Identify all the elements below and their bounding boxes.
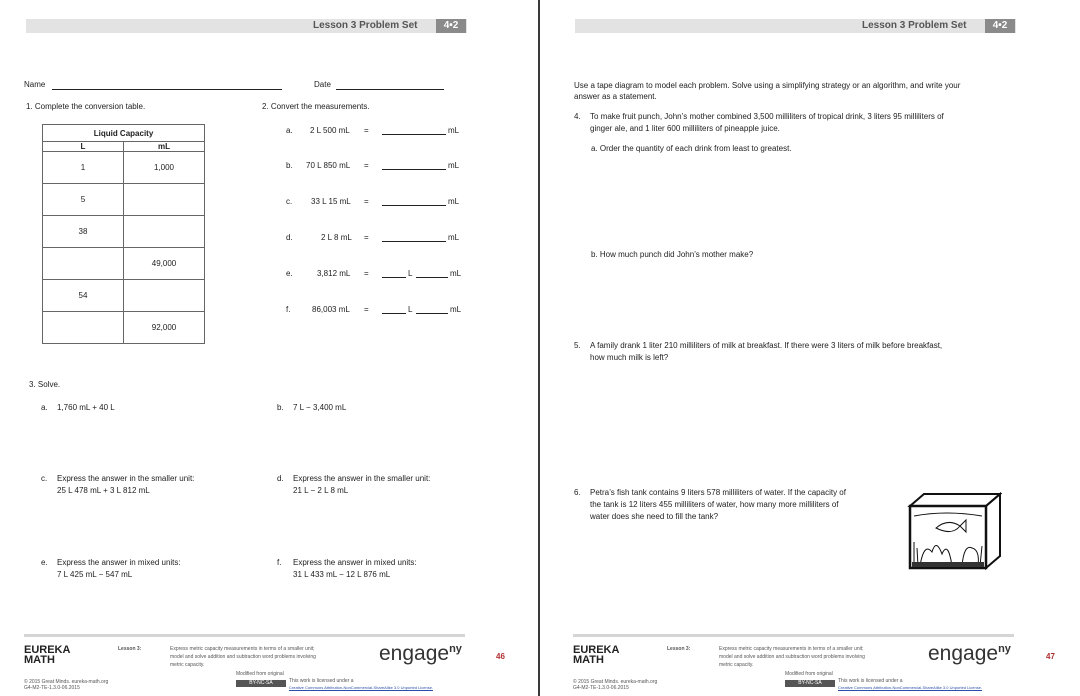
unit-label: mL xyxy=(450,305,462,314)
engageny-logo xyxy=(928,642,1011,666)
cc-license-badge: BY-NC-SA xyxy=(236,680,286,687)
solve-letter-c: c. xyxy=(41,474,48,483)
col-header-ml: mL xyxy=(124,142,205,152)
solve-expression-d: 21 L − 2 L 8 mL xyxy=(293,486,349,495)
answer-blank[interactable] xyxy=(382,169,446,170)
solve-instruction-f: Express the answer in mixed units: xyxy=(293,558,417,567)
engage-text: engage xyxy=(928,642,999,665)
item-letter: f. xyxy=(286,305,291,314)
answer-blank[interactable] xyxy=(382,134,446,135)
cell-ml: 92,000 xyxy=(124,312,205,344)
item-letter: a. xyxy=(286,126,293,135)
answer-blank-ml[interactable] xyxy=(416,277,448,278)
logo-line-2: MATH xyxy=(24,654,55,666)
conversion-table xyxy=(42,124,205,344)
cell-ml: 1,000 xyxy=(124,152,205,184)
engage-sup: ny xyxy=(449,643,462,655)
intro-line-1: Use a tape diagram to model each problem. Solve using a simplifying strategy or an algorithm, and write your xyxy=(574,81,961,90)
equals-sign: = xyxy=(364,305,369,314)
unit-label: mL xyxy=(448,126,460,135)
unit-label-l: L xyxy=(408,305,413,314)
table-caption: Liquid Capacity xyxy=(43,125,205,142)
item-letter: e. xyxy=(286,269,293,278)
item-expression: 86,003 mL xyxy=(312,305,350,314)
answer-blank-l[interactable] xyxy=(382,277,406,278)
logo-line-1: EUREKA xyxy=(573,644,620,656)
item-expression: 33 L 15 mL xyxy=(311,197,351,206)
equals-sign: = xyxy=(364,161,369,170)
header-title: Lesson 3 Problem Set xyxy=(862,20,967,31)
footer-desc-2: model and solve addition and subtraction word problems involving xyxy=(170,654,316,660)
item-expression: 70 L 850 mL xyxy=(306,161,351,170)
footer-modified: Modified from original xyxy=(236,671,284,677)
question-3: 3. Solve. xyxy=(29,380,61,389)
q6-text-1: Petra’s fish tank contains 9 liters 578 milliliters of water. If the capacity of xyxy=(590,488,846,497)
date-line[interactable] xyxy=(336,89,444,90)
cell-l: 5 xyxy=(43,184,124,216)
footer-desc-1: Express metric capacity measurements in terms of a smaller unit; xyxy=(170,646,315,652)
table-row xyxy=(43,152,205,184)
license-link[interactable]: Creative Commons Attribution-NonCommercial-ShareAlike 3.0 Unported License. xyxy=(838,685,983,690)
equals-sign: = xyxy=(364,197,369,206)
col-header-l: L xyxy=(43,142,124,152)
footer-copyright-2: G4-M2-TE-1.3.0-06.2015 xyxy=(24,685,80,691)
footer-desc-3: metric capacity. xyxy=(170,662,205,668)
page-divider xyxy=(538,0,540,696)
footer-copyright-1: © 2015 Great Minds. eureka-math.org xyxy=(24,679,109,685)
header-badge: 4•2 xyxy=(985,19,1015,33)
table-row xyxy=(43,216,205,248)
table-row xyxy=(43,280,205,312)
eureka-math-logo xyxy=(24,645,70,665)
engage-sup: ny xyxy=(998,643,1011,655)
solve-instruction-c: Express the answer in the smaller unit: xyxy=(57,474,195,483)
q4-text-1: To make fruit punch, John’s mother combined 3,500 milliliters of tropical drink, 3 liters 95 milliliters of xyxy=(590,112,944,121)
cell-ml: 49,000 xyxy=(124,248,205,280)
item-expression: 2 L 500 mL xyxy=(310,126,350,135)
unit-label-l: L xyxy=(408,269,413,278)
item-letter: b. xyxy=(286,161,293,170)
license-link[interactable]: Creative Commons Attribution-NonCommercial-ShareAlike 3.0 Unported License. xyxy=(289,685,434,690)
item-expression: 2 L 8 mL xyxy=(321,233,352,242)
answer-blank-ml[interactable] xyxy=(416,313,448,314)
footer-rule-right xyxy=(573,634,1014,637)
engage-text: engage xyxy=(379,642,450,665)
fish-tank-illustration xyxy=(906,492,1002,572)
cell-l: 54 xyxy=(43,280,124,312)
table-row xyxy=(43,248,205,280)
item-letter: c. xyxy=(286,197,293,206)
footer-desc-1: Express metric capacity measurements in terms of a smaller unit; xyxy=(719,646,864,652)
logo-line-2: MATH xyxy=(573,654,604,666)
page-number-right: 47 xyxy=(1046,652,1055,661)
cell-ml[interactable] xyxy=(124,216,205,248)
answer-blank[interactable] xyxy=(382,241,446,242)
solve-expression-c: 25 L 478 mL + 3 L 812 mL xyxy=(57,486,150,495)
q4-text-2: ginger ale, and 1 liter 600 milliliters of pineapple juice. xyxy=(590,124,780,133)
q5-text-2: how much milk is left? xyxy=(590,353,669,362)
q5-text-1: A family drank 1 liter 210 milliliters of milk at breakfast. If there were 3 liters of milk before breakfast, xyxy=(590,341,943,350)
footer-desc-3: metric capacity. xyxy=(719,662,754,668)
answer-blank-l[interactable] xyxy=(382,313,406,314)
equals-sign: = xyxy=(364,126,369,135)
answer-blank[interactable] xyxy=(382,205,446,206)
equals-sign: = xyxy=(364,269,369,278)
solve-instruction-e: Express the answer in mixed units: xyxy=(57,558,181,567)
q6-text-3: water does she need to fill the tank? xyxy=(590,512,719,521)
header-bar-left xyxy=(26,19,467,33)
equals-sign: = xyxy=(364,233,369,242)
cell-l: 1 xyxy=(43,152,124,184)
q4a-text: a. Order the quantity of each drink from least to greatest. xyxy=(591,144,792,153)
cell-ml[interactable] xyxy=(124,184,205,216)
unit-label: mL xyxy=(448,233,460,242)
cc-license-badge: BY-NC-SA xyxy=(785,680,835,687)
page-number-left: 46 xyxy=(496,652,505,661)
table-row xyxy=(43,312,205,344)
solve-letter-e: e. xyxy=(41,558,48,567)
q4-number: 4. xyxy=(574,112,581,121)
cell-l[interactable] xyxy=(43,248,124,280)
footer-copyright-2: G4-M2-TE-1.3.0-06.2015 xyxy=(573,685,629,691)
license-text: This work is licensed under a xyxy=(289,678,354,684)
q6-text-2: the tank is 12 liters 455 milliliters of water, how many more milliliters of xyxy=(590,500,839,509)
engageny-logo xyxy=(379,642,462,666)
solve-expression-f: 31 L 433 mL − 12 L 876 mL xyxy=(293,570,391,579)
table-row xyxy=(43,184,205,216)
solve-letter-b: b. xyxy=(277,403,284,412)
footer-lesson: Lesson 3: xyxy=(118,646,142,652)
footer-desc-2: model and solve addition and subtraction word problems involving xyxy=(719,654,865,660)
license-text: This work is licensed under a xyxy=(838,678,903,684)
footer-modified: Modified from original xyxy=(785,671,833,677)
unit-label: mL xyxy=(448,197,460,206)
item-letter: d. xyxy=(286,233,293,242)
solve-letter-f: f. xyxy=(277,558,282,567)
eureka-math-logo xyxy=(573,645,619,665)
solve-letter-a: a. xyxy=(41,403,48,412)
header-title: Lesson 3 Problem Set xyxy=(313,20,418,31)
date-label: Date xyxy=(314,80,331,89)
footer-rule-left xyxy=(24,634,465,637)
q6-number: 6. xyxy=(574,488,581,497)
solve-letter-d: d. xyxy=(277,474,284,483)
q4b-text: b. How much punch did John’s mother make? xyxy=(591,250,754,259)
solve-expression-a: 1,760 mL + 40 L xyxy=(57,403,115,412)
item-expression: 3,812 mL xyxy=(317,269,351,278)
solve-expression-b: 7 L − 3,400 mL xyxy=(293,403,347,412)
name-line[interactable] xyxy=(52,89,282,90)
q5-number: 5. xyxy=(574,341,581,350)
logo-line-1: EUREKA xyxy=(24,644,71,656)
cell-l[interactable] xyxy=(43,312,124,344)
solve-instruction-d: Express the answer in the smaller unit: xyxy=(293,474,431,483)
name-label: Name xyxy=(24,80,46,89)
cell-ml[interactable] xyxy=(124,280,205,312)
unit-label: mL xyxy=(450,269,462,278)
question-1: 1. Complete the conversion table. xyxy=(26,102,146,111)
unit-label: mL xyxy=(448,161,460,170)
header-badge: 4•2 xyxy=(436,19,466,33)
question-2: 2. Convert the measurements. xyxy=(262,102,370,111)
header-bar-right xyxy=(575,19,1016,33)
footer-copyright-1: © 2015 Great Minds. eureka-math.org xyxy=(573,679,658,685)
footer-lesson: Lesson 3: xyxy=(667,646,691,652)
intro-line-2: answer as a statement. xyxy=(574,92,657,101)
cell-l: 38 xyxy=(43,216,124,248)
solve-expression-e: 7 L 425 mL − 547 mL xyxy=(57,570,133,579)
